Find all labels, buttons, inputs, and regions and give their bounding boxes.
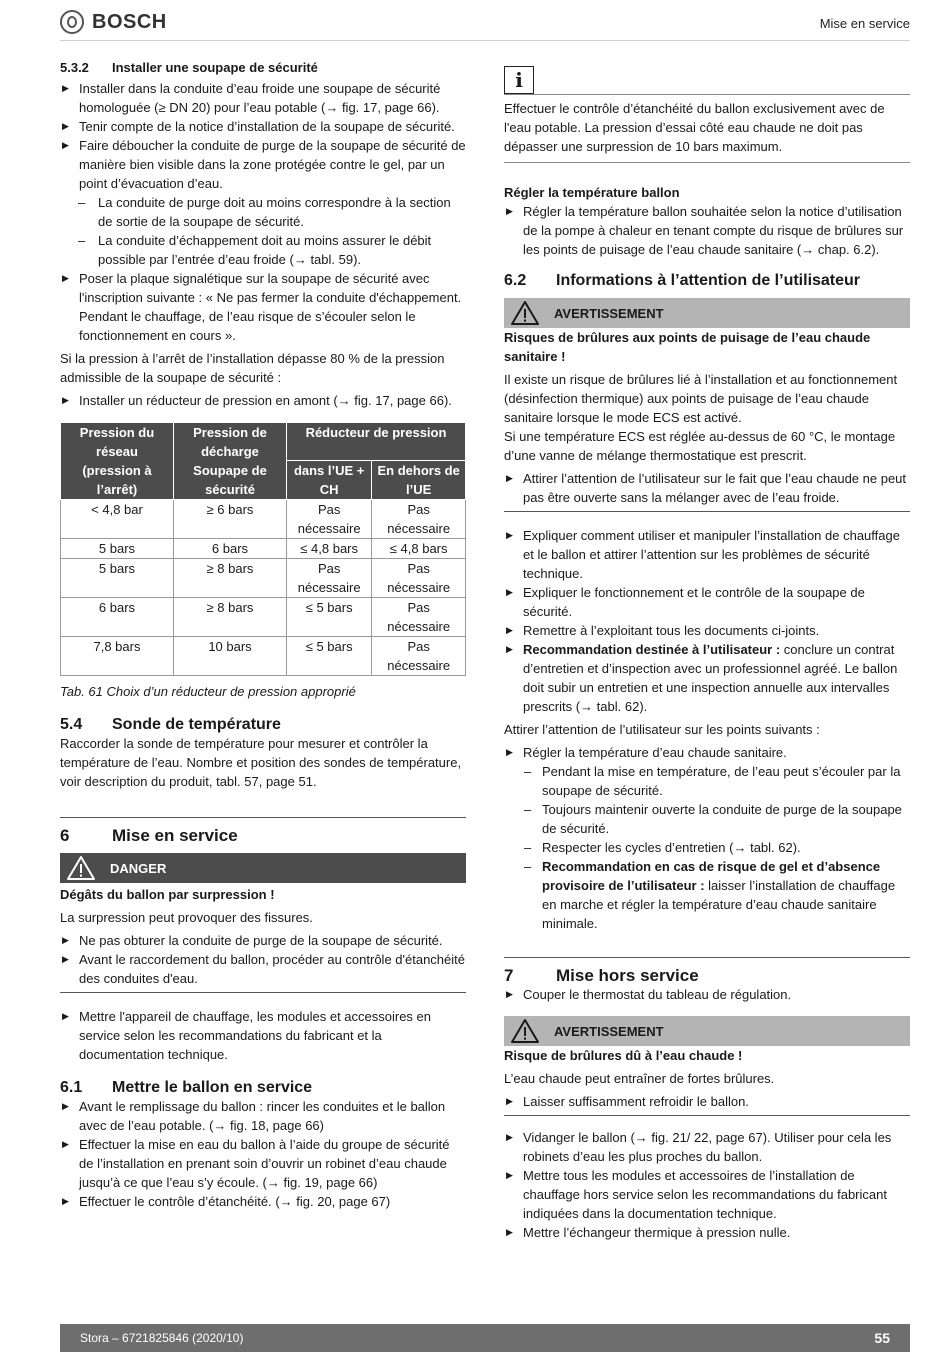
list-item: ▶ Attirer l’attention de l’utilisateur sur le fait que l’eau chaude ne peut pas être ouverte sans la mélanger avec de l’eau froide. [504, 469, 910, 507]
list-item: ▶ Expliquer comment utiliser et manipuler l’installation de chauffage et le ballon et attirer l’attention sur les problèmes de sécurité technique. [504, 526, 910, 583]
bosch-logo [60, 10, 167, 34]
right-column [504, 66, 910, 1242]
sub-list-item: – Toujours maintenir ouverte la conduite de purge de la soupape de sécurité. [504, 800, 910, 838]
warning-box [504, 1046, 910, 1116]
list-item: ▶ Installer dans la conduite d’eau froide une soupape de sécurité homologuée (≥ DN 20) pour l’eau potable (→ fig. 17, page 66). [60, 79, 466, 117]
table-cell: ≤ 4,8 bars [287, 539, 372, 559]
warning-text: Si une température ECS est réglée au-dessus de 60 °C, le montage d’une vanne de mélange thermostatique est prescrit. [504, 429, 896, 463]
table-row [61, 539, 466, 559]
list-item: ▶ Mettre l'appareil de chauffage, les modules et accessoires en service selon les recommandations du fabricant et la documentation technique. [60, 1007, 466, 1064]
danger-banner [60, 853, 466, 883]
page-number: 55 [874, 1329, 890, 1346]
heading-number: 6.1 [60, 1079, 83, 1096]
paragraph: Attirer l’attention de l’utilisateur sur les points suivants : [504, 722, 820, 737]
sub-list-item: – Respecter les cycles d’entretien (→ tabl. 62). [504, 838, 910, 857]
brand-name: BOSCH [92, 10, 167, 33]
table-cell: 7,8 bars [61, 637, 174, 676]
table-header: Pression du réseau (pression à l’arrêt) [61, 423, 174, 500]
sub-list-item: – Pendant la mise en température, de l’eau peut s’écouler par la soupape de sécurité. [504, 762, 910, 800]
list-item: ▶ Faire déboucher la conduite de purge de la soupape de sécurité de manière bien visible dans la zone protégée contre le gel, par un point d’évacuation d’eau. [60, 136, 466, 193]
warning-label: AVERTISSEMENT [554, 305, 664, 321]
list-item [504, 640, 910, 716]
table-row [61, 598, 466, 637]
paragraph: Raccorder la sonde de température pour mesurer et contrôler la température de l’eau. Nombre et position des sondes de température, voir description du produit, tabl. 57, page 51. [60, 736, 462, 789]
warning-triangle-icon [510, 300, 540, 326]
table-cell: 6 bars [174, 539, 287, 559]
list-item: ▶ Installer un réducteur de pression en amont (→ fig. 17, page 66). [60, 391, 466, 410]
section-title: Mise en service [819, 16, 910, 31]
table-cell: ≤ 4,8 bars [372, 539, 466, 559]
heading-number: 5.3.2 [60, 60, 89, 75]
heading-number: 7 [504, 966, 514, 985]
list-item: ▶ Régler la température d’eau chaude sanitaire. [504, 743, 910, 762]
table-cell: Pas nécessaire [287, 559, 372, 598]
table-header: dans l’UE + CH [287, 461, 372, 500]
sub-list-item: – La conduite de purge doit au moins correspondre à la section de sortie de la soupape de sécurité. [60, 193, 466, 231]
danger-title: Dégâts du ballon par surpression ! [60, 887, 275, 902]
heading-5-3-2 [60, 58, 466, 77]
warning-banner [504, 298, 910, 328]
table-cell: Pas nécessaire [372, 598, 466, 637]
page-header [60, 8, 910, 41]
table-cell: Pas nécessaire [372, 637, 466, 676]
table-cell: < 4,8 bar [61, 500, 174, 539]
heading-title: Mise en service [112, 826, 238, 845]
table-cell: ≤ 5 bars [287, 598, 372, 637]
heading-6-2 [504, 271, 910, 290]
list-item: ▶ Ne pas obturer la conduite de purge de la soupape de sécurité. [60, 931, 466, 950]
list-item: ▶ Mettre l’échangeur thermique à pression nulle. [504, 1223, 910, 1242]
table-row [61, 559, 466, 598]
table-header: En dehors de l’UE [372, 461, 466, 500]
heading-number: 6 [60, 826, 70, 845]
heading-title: Mise hors service [556, 966, 699, 985]
heading-number: 5.4 [60, 716, 83, 733]
table-header-group: Réducteur de pression [287, 423, 466, 461]
sub-list-item-text: laisser l’installation de chauffage en marche et régler la température d’eau chaude sanitaire minimale. [542, 878, 896, 931]
info-icon: i [504, 66, 534, 94]
heading-5-4 [60, 715, 466, 734]
warning-banner [504, 1016, 910, 1046]
heading-title: Sonde de température [112, 716, 281, 733]
warning-label: AVERTISSEMENT [554, 1023, 664, 1039]
bold-lead: Recommandation destinée à l’utilisateur : [523, 642, 781, 657]
heading-title: Installer une soupape de sécurité [112, 60, 318, 75]
table-cell: 6 bars [61, 598, 174, 637]
list-item: ▶ Remettre à l’exploitant tous les documents ci-joints. [504, 621, 910, 640]
table-row [61, 500, 466, 539]
pressure-reducer-table [60, 422, 466, 676]
heading-title: Informations à l’attention de l’utilisateur [556, 272, 861, 289]
table-cell: 5 bars [61, 559, 174, 598]
bold-lead: Recommandation en cas de risque de gel et d’absence provisoire de l’utilisateur : [542, 859, 881, 893]
info-text: Effectuer le contrôle d’étanchéité du ballon exclusivement avec de l'eau potable. La pression d’essai côté eau chaude ne doit pas dépasser une surpression de 10 bars maximum. [504, 101, 885, 154]
warning-triangle-icon [510, 1018, 540, 1044]
table-cell: Pas nécessaire [372, 500, 466, 539]
info-box-header [504, 66, 910, 95]
warning-triangle-icon [66, 855, 96, 881]
left-column [60, 58, 466, 1211]
table-cell: ≤ 5 bars [287, 637, 372, 676]
warning-box [504, 328, 910, 512]
danger-box [60, 885, 466, 993]
list-item: ▶ Expliquer le fonctionnement et le contrôle de la soupape de sécurité. [504, 583, 910, 621]
heading-number: 6.2 [504, 272, 527, 289]
danger-label: DANGER [110, 860, 167, 876]
list-item: ▶ Poser la plaque signalétique sur la soupape de sécurité avec l'inscription suivante : « Ne pas fermer la conduite d'échappement. Pendant le chauffage, de l’eau risque de s’écouler selon le fonctionnement en cours ». [60, 269, 466, 345]
warning-text: Il existe un risque de brûlures lié à l’installation et au fonctionnement (désinfection thermique) aux points de puisage de l’eau chaude sanitaire lorsque le mode ECS est activé. [504, 372, 898, 425]
list-item: ▶ Laisser suffisamment refroidir le ballon. [504, 1092, 910, 1111]
table-cell: ≥ 8 bars [174, 598, 287, 637]
sub-list-item [504, 857, 910, 933]
subheading: Régler la température ballon [504, 185, 680, 200]
list-item: ▶ Régler la température ballon souhaitée selon la notice d’utilisation de la pompe à chaleur en tenant compte du risque de brûlures sur les points de puisage de l’eau chaude sanitaire (→ chap. 6.2). [504, 202, 910, 259]
table-cell: Pas nécessaire [372, 559, 466, 598]
list-item: ▶ Avant le raccordement du ballon, procéder au contrôle d'étanchéité des conduites d'eau. [60, 950, 466, 988]
document-reference: Stora – 6721825846 (2020/10) [80, 1330, 244, 1345]
table-cell: 10 bars [174, 637, 287, 676]
heading-6 [60, 817, 466, 845]
page-footer [60, 1324, 910, 1352]
list-item: ▶ Effectuer la mise en eau du ballon à l’aide du groupe de sécurité de l’installation en prenant soin d’ouvrir un robinet d’eau chaude jusqu’à ce que l’eau s’y écoule. (→ fig. 19, page 66) [60, 1135, 466, 1192]
list-item-text: conclure un contrat d’entretien et d’inspection avec un professionnel agréé. Le ballon doit subir un entretien et une inspection annuelle aux intervalles prescrits (→ tabl. 62). [523, 642, 898, 714]
heading-6-1 [60, 1078, 466, 1097]
list-item: ▶ Vidanger le ballon (→ fig. 21/ 22, page 67). Utiliser pour cela les robinets d’eau les plus proches du ballon. [504, 1128, 910, 1166]
list-item: ▶ Effectuer le contrôle d’étanchéité. (→ fig. 20, page 67) [60, 1192, 466, 1211]
list-item: ▶ Couper le thermostat du tableau de régulation. [504, 985, 910, 1004]
info-box [504, 95, 910, 163]
table-row [61, 637, 466, 676]
table-caption: Tab. 61 Choix d’un réducteur de pression approprié [60, 684, 356, 699]
warning-title: Risque de brûlures dû à l’eau chaude ! [504, 1048, 743, 1063]
table-cell: ≥ 6 bars [174, 500, 287, 539]
table-cell: ≥ 8 bars [174, 559, 287, 598]
list-item: ▶ Mettre tous les modules et accessoires de l’installation de chauffage hors service selon les recommandations du fabricant indiquées dans la documentation technique. [504, 1166, 910, 1223]
bosch-armature-icon [60, 10, 84, 34]
danger-text: La surpression peut provoquer des fissures. [60, 910, 313, 925]
sub-list-item: – La conduite d’échappement doit au moins assurer le débit possible par l’entrée d’eau froide (→ tabl. 59). [60, 231, 466, 269]
paragraph: Si la pression à l’arrêt de l’installation dépasse 80 % de la pression admissible de la soupape de sécurité : [60, 351, 445, 385]
list-item: ▶ Avant le remplissage du ballon : rincer les conduites et le ballon avec de l’eau potable. (→ fig. 18, page 66) [60, 1097, 466, 1135]
table-cell: 5 bars [61, 539, 174, 559]
warning-title: Risques de brûlures aux points de puisage de l’eau chaude sanitaire ! [504, 330, 871, 364]
list-item: ▶ Tenir compte de la notice d’installation de la soupape de sécurité. [60, 117, 466, 136]
heading-title: Mettre le ballon en service [112, 1079, 313, 1096]
table-cell: Pas nécessaire [287, 500, 372, 539]
table-header: Pression de décharge Soupape de sécurité [174, 423, 287, 500]
warning-text: L’eau chaude peut entraîner de fortes brûlures. [504, 1071, 775, 1086]
heading-7 [504, 957, 910, 985]
